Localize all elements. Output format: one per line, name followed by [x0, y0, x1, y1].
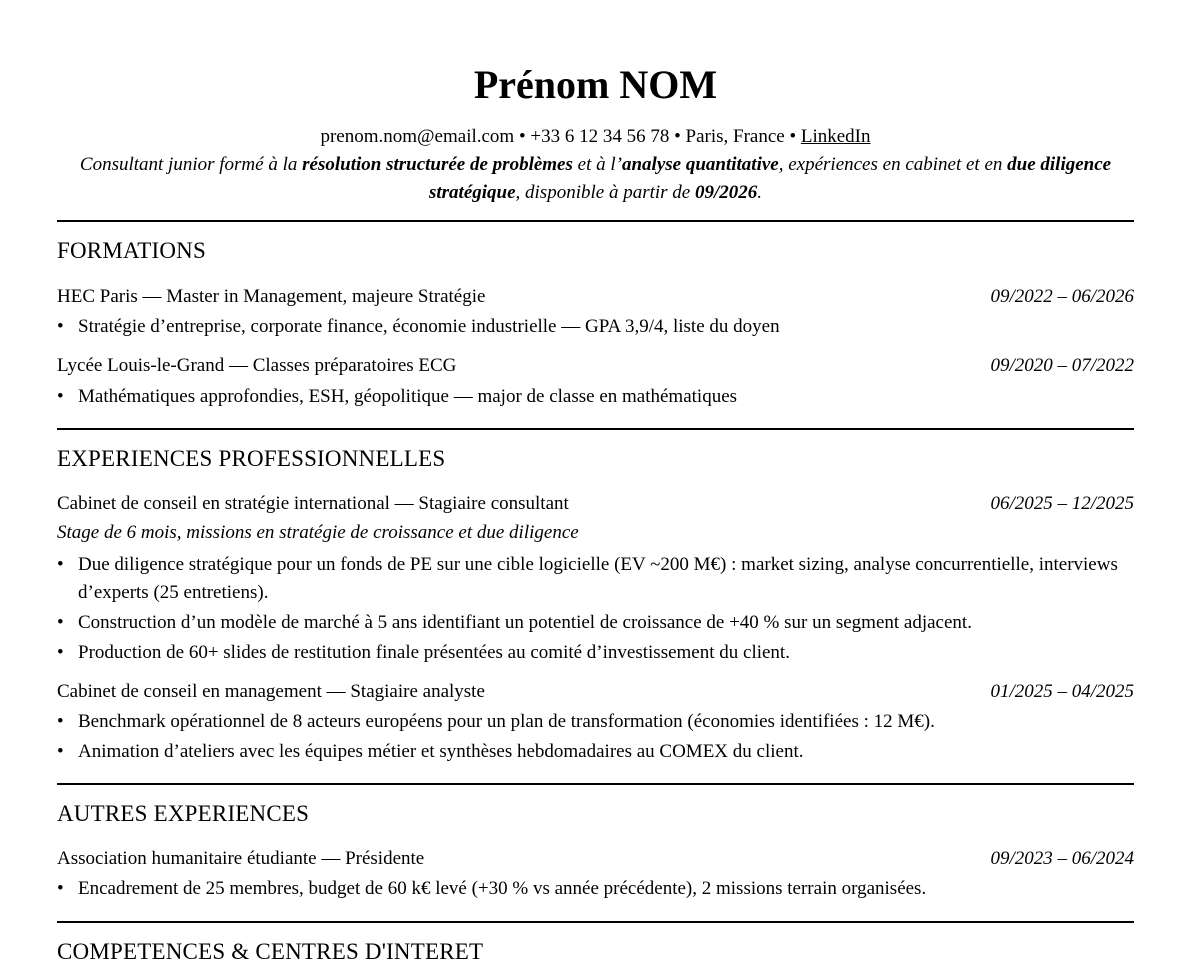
section-experiences: [57, 430, 1134, 766]
summary-emphasis: 09/2026: [694, 182, 758, 203]
separator: •: [514, 126, 531, 147]
summary-text: [57, 151, 1134, 207]
entry-date: 06/2025 – 12/2025: [990, 493, 1134, 514]
entry: [57, 353, 1134, 411]
entry-title: Cabinet de conseil en stratégie international — Stagiaire consultant: [57, 493, 569, 514]
section-title: AUTRES EXPERIENCES: [57, 801, 310, 826]
bullet-list: [57, 383, 1134, 411]
separator: •: [669, 126, 686, 147]
section-formations: [57, 222, 1134, 411]
phone-text: +33 6 12 34 56 78: [530, 126, 670, 147]
bullet-item: • Stratégie d’entreprise, corporate finance, économie industrielle — GPA 3,9/4, liste du doyen: [57, 313, 1134, 341]
contact-line: [57, 123, 1134, 151]
section-competences: [57, 923, 1134, 967]
section-title: EXPERIENCES PROFESSIONNELLES: [57, 446, 446, 471]
entry: [57, 679, 1134, 766]
entry-date: 09/2022 – 06/2026: [990, 286, 1134, 307]
summary-emphasis: résolution structurée de problèmes: [302, 154, 573, 175]
entry-header: [57, 491, 1134, 517]
entry-header: [57, 846, 1134, 872]
section-title: COMPETENCES & CENTRES D'INTERET: [57, 939, 484, 964]
entry-date: 01/2025 – 04/2025: [990, 681, 1134, 702]
summary-run: Consultant junior formé à la: [79, 154, 303, 175]
bullet-item: • Benchmark opérationnel de 8 acteurs européens pour un plan de transformation (économies identifiées : 12 M€).: [57, 708, 1134, 736]
bullet-list: [57, 708, 1134, 766]
location-text: Paris, France: [685, 126, 785, 147]
linkedin-link[interactable]: LinkedIn: [800, 126, 871, 147]
summary-run: et à l’: [572, 154, 622, 175]
bullet-item: • Animation d’ateliers avec les équipes métier et synthèses hebdomadaires au COMEX du client.: [57, 738, 1134, 766]
entry-date: 09/2023 – 06/2024: [990, 848, 1134, 869]
summary-run: , disponible à partir de: [515, 182, 695, 203]
bullet-item: • Construction d’un modèle de marché à 5 ans identifiant un potentiel de croissance de +40 % sur un segment adjacent.: [57, 609, 1134, 637]
entry-title: Cabinet de conseil en management — Stagiaire analyste: [57, 681, 485, 702]
section-title: FORMATIONS: [57, 238, 206, 263]
section-autres: [57, 785, 1134, 903]
entry-date: 09/2020 – 07/2022: [990, 355, 1134, 376]
separator: •: [784, 126, 801, 147]
entry-title: HEC Paris — Master in Management, majeure Stratégie: [57, 286, 486, 307]
bullet-item: • Mathématiques approfondies, ESH, géopolitique — major de classe en mathématiques: [57, 383, 1134, 411]
summary-run: , expériences en cabinet et en: [778, 154, 1008, 175]
bullet-list: [57, 313, 1134, 341]
bullet-list: [57, 551, 1134, 667]
entry: [57, 284, 1134, 341]
bullet-list: [57, 875, 1134, 903]
email-text: prenom.nom@email.com: [320, 126, 515, 147]
candidate-name: Prénom NOM: [473, 62, 718, 107]
entry-title: Association humanitaire étudiante — Présidente: [57, 848, 425, 869]
summary-emphasis: analyse quantitative: [621, 154, 779, 175]
bullet-item: • Encadrement de 25 membres, budget de 60 k€ levé (+30 % vs année précédente), 2 missions terrain organisées.: [57, 875, 1134, 903]
entry-subtitle: Stage de 6 mois, missions en stratégie de croissance et due diligence: [57, 522, 579, 543]
summary-emphasis: due diligence stratégique: [428, 154, 1112, 203]
entry-header: [57, 284, 1134, 310]
entry-header: [57, 679, 1134, 705]
entry-header: [57, 353, 1134, 379]
entry: [57, 846, 1134, 903]
resume-content: [57, 0, 1134, 967]
entry: [57, 491, 1134, 667]
bullet-item: • Production de 60+ slides de restitution finale présentées au comité d’investissement du client.: [57, 639, 1134, 667]
entry-title: Lycée Louis-le-Grand — Classes préparatoires ECG: [57, 355, 457, 376]
summary-run: .: [757, 182, 763, 203]
bullet-item: • Due diligence stratégique pour un fonds de PE sur une cible logicielle (EV ~200 M€) : market sizing, analyse concurrentielle, interviews d’experts (25 entretiens).: [57, 551, 1134, 607]
